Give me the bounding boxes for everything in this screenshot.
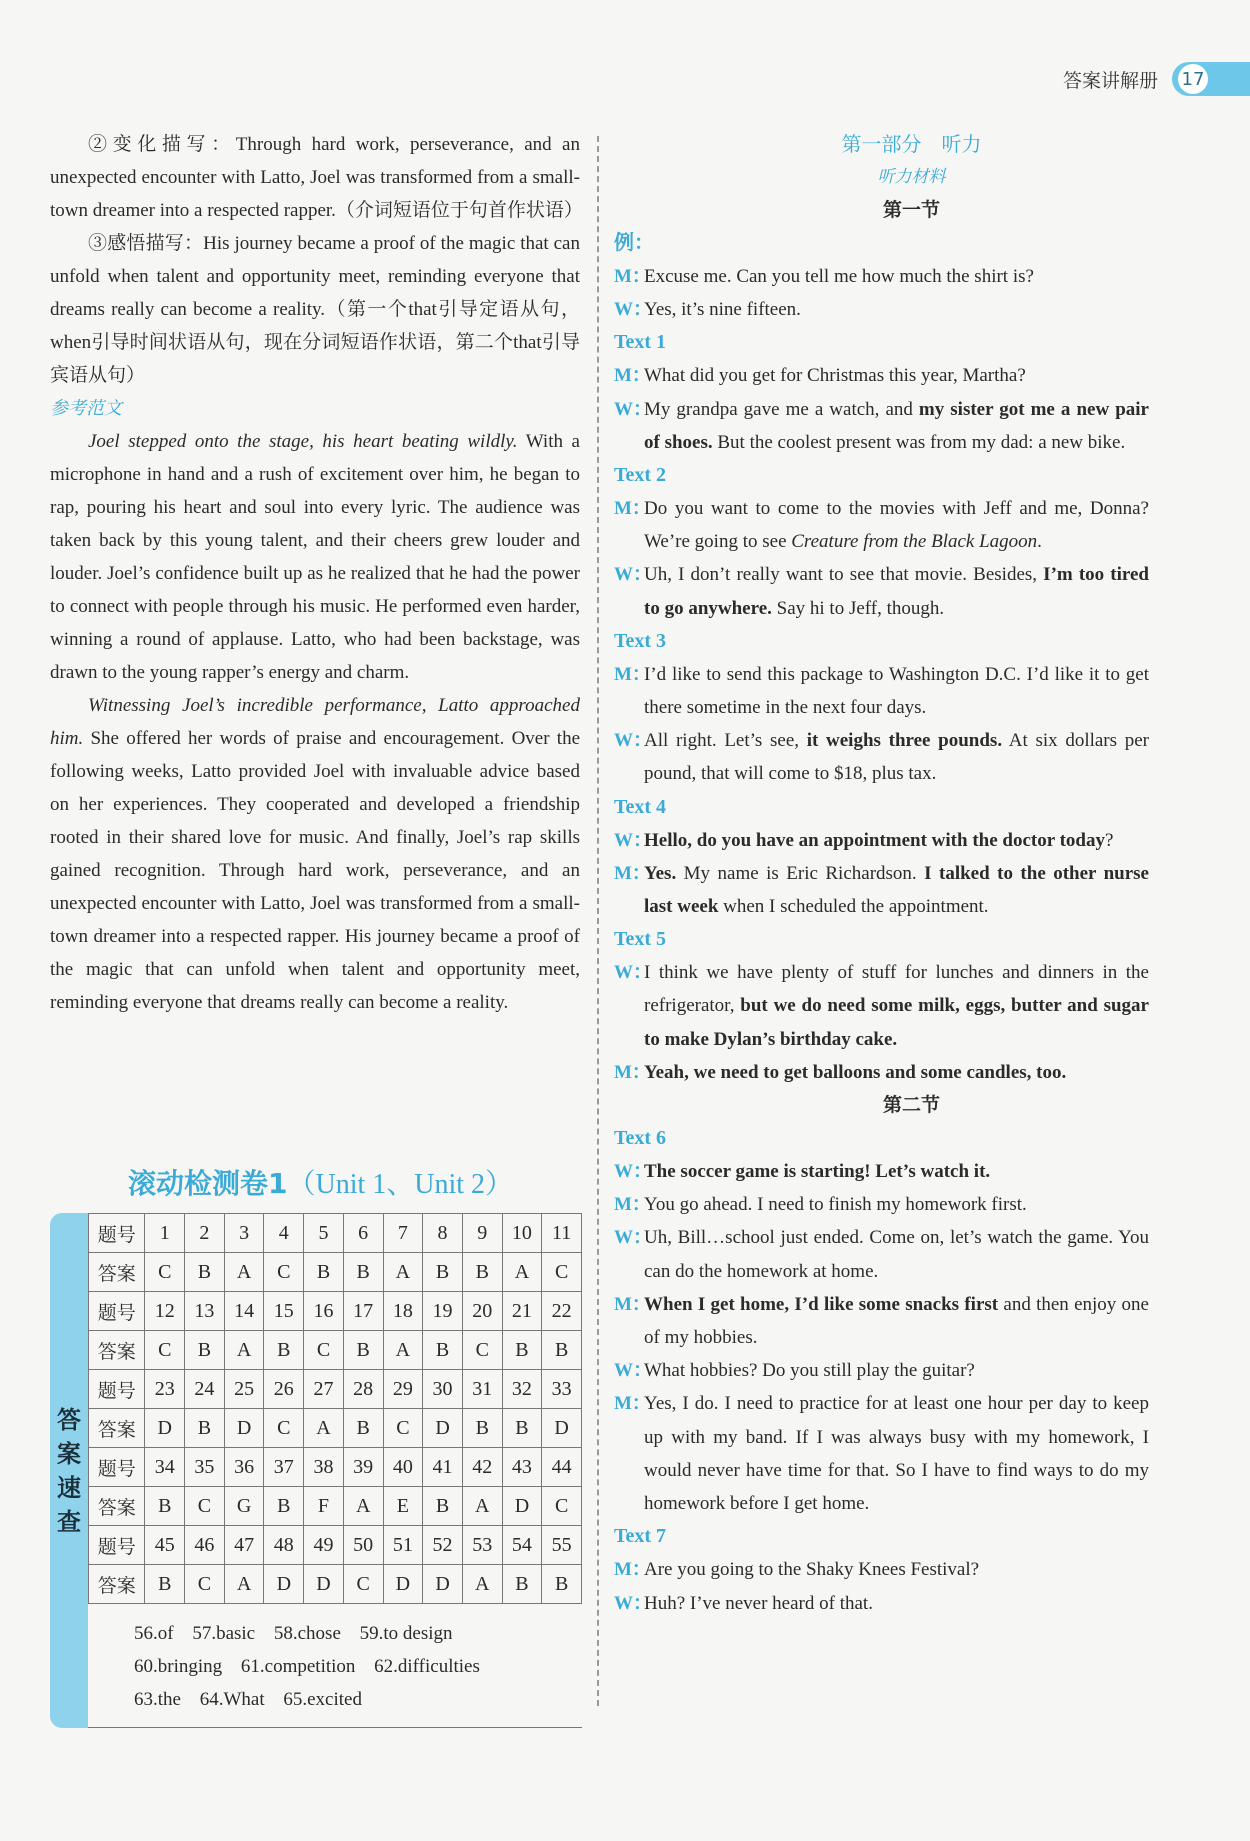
answer-cell: E bbox=[383, 1487, 423, 1526]
text-7-label: Text 7 bbox=[614, 1525, 667, 1548]
question-number: 38 bbox=[304, 1448, 344, 1487]
question-number: 40 bbox=[383, 1448, 423, 1487]
answer-quick-check bbox=[50, 1213, 582, 1730]
answer-cell: A bbox=[383, 1331, 423, 1370]
answer-cell: D bbox=[304, 1565, 344, 1604]
quiz-title bbox=[128, 1162, 513, 1202]
speaker-m: M： bbox=[614, 1559, 651, 1581]
answer-cell: B bbox=[423, 1487, 463, 1526]
right-column bbox=[614, 128, 1149, 1620]
text-4-label: Text 4 bbox=[614, 795, 667, 818]
utterance-part: . bbox=[1037, 531, 1042, 553]
answer-cell: F bbox=[304, 1487, 344, 1526]
side-char: 案 bbox=[57, 1440, 81, 1468]
answer-cell: D bbox=[224, 1409, 264, 1448]
utterance bbox=[644, 558, 1149, 624]
speaker-m: M： bbox=[614, 1393, 651, 1415]
question-number: 10 bbox=[502, 1214, 542, 1253]
key-phrase: I’m too tired to go anywhere. bbox=[644, 564, 1150, 619]
utterance: What did you get for Christmas this year, Martha? bbox=[644, 365, 1026, 387]
side-char: 答 bbox=[57, 1406, 81, 1434]
question-number: 23 bbox=[145, 1370, 185, 1409]
question-number: 43 bbox=[502, 1448, 542, 1487]
answer-cell: C bbox=[185, 1565, 225, 1604]
question-number: 53 bbox=[462, 1526, 502, 1565]
left-column bbox=[50, 128, 583, 1019]
answer-cell: C bbox=[145, 1253, 185, 1292]
answer-cell: B bbox=[502, 1565, 542, 1604]
answer-cell: C bbox=[145, 1331, 185, 1370]
speaker-m: M： bbox=[614, 1293, 651, 1315]
question-number-row bbox=[89, 1370, 582, 1409]
fill-in-answers bbox=[88, 1613, 582, 1728]
question-number: 50 bbox=[343, 1526, 383, 1565]
question-number: 15 bbox=[264, 1292, 304, 1331]
example-label: 例： bbox=[614, 232, 654, 254]
row-header: 答案 bbox=[89, 1565, 145, 1604]
answer-cell: B bbox=[343, 1253, 383, 1292]
answer-cell: D bbox=[502, 1487, 542, 1526]
speaker-m: M： bbox=[614, 365, 651, 387]
page-header bbox=[1063, 62, 1250, 96]
question-number-row bbox=[89, 1292, 582, 1331]
speaker-w: W： bbox=[614, 1360, 653, 1382]
fill-answer: 58.chose bbox=[273, 1623, 341, 1644]
row-header: 答案 bbox=[89, 1487, 145, 1526]
speaker-w: W： bbox=[614, 398, 653, 420]
question-number: 32 bbox=[502, 1370, 542, 1409]
utterance bbox=[644, 724, 1149, 790]
answer-cell: C bbox=[264, 1253, 304, 1292]
utterance-part: My name is Eric Richardson. bbox=[676, 862, 925, 884]
question-number-row bbox=[89, 1526, 582, 1565]
row-header: 题号 bbox=[89, 1292, 145, 1331]
quiz-title-main: 滚动检测卷1 bbox=[128, 1167, 288, 1200]
answer-cell: D bbox=[542, 1409, 582, 1448]
question-number: 3 bbox=[224, 1214, 264, 1253]
question-number: 1 bbox=[145, 1214, 185, 1253]
utterance bbox=[644, 857, 1149, 923]
side-char: 查 bbox=[57, 1508, 81, 1536]
answer-cell: C bbox=[542, 1253, 582, 1292]
dialogue-line bbox=[614, 824, 1149, 857]
page-number-badge bbox=[1172, 62, 1250, 96]
question-number: 36 bbox=[224, 1448, 264, 1487]
answer-cell: B bbox=[462, 1253, 502, 1292]
change-description: ②变化描写：Through hard work, perseverance, and an unexpected encounter with Latto, Joel was transformed from a small-town dreamer into a respected rapper.（介词短语位于句首作状语） bbox=[50, 134, 583, 221]
question-number: 20 bbox=[462, 1292, 502, 1331]
question-number: 35 bbox=[185, 1448, 225, 1487]
fill-line bbox=[134, 1683, 582, 1716]
question-number: 19 bbox=[423, 1292, 463, 1331]
key-phrase: Yes. bbox=[644, 862, 677, 884]
question-number: 39 bbox=[343, 1448, 383, 1487]
question-number: 12 bbox=[145, 1292, 185, 1331]
speaker-m: M： bbox=[614, 1061, 651, 1083]
utterance-part: Uh, I don’t really want to see that movie. Besides, bbox=[644, 564, 1044, 586]
speaker-w: W： bbox=[614, 1161, 653, 1183]
movie-title: Creature from the Black Lagoon bbox=[791, 531, 1038, 553]
answer-row bbox=[89, 1565, 582, 1604]
utterance-part: At six dollars per pound, that will come to $18, plus tax. bbox=[644, 730, 1149, 785]
quiz-title-sub: （Unit 1、Unit 2） bbox=[287, 1169, 514, 1200]
answer-row bbox=[89, 1409, 582, 1448]
essay1-body: With a microphone in hand and a rush of excitement over him, he began to rap, pouring his heart and soul into every lyric. The audience was taken back by this young talent, and their cheers grew louder and louder. Joel’s confidence built up as he realized that he had the power to connect with people through his music. He performed even harder, winning a round of applause. Latto, who had been backstage, was drawn to the young rapper’s energy and charm. bbox=[50, 431, 580, 683]
utterance: Are you going to the Shaky Knees Festival? bbox=[644, 1559, 980, 1581]
question-number: 9 bbox=[462, 1214, 502, 1253]
utterance: Huh? I’ve never heard of that. bbox=[644, 1592, 873, 1614]
dialogue-line bbox=[614, 724, 1149, 790]
question-number: 26 bbox=[264, 1370, 304, 1409]
utterance bbox=[644, 824, 1149, 857]
question-number: 48 bbox=[264, 1526, 304, 1565]
question-number: 6 bbox=[343, 1214, 383, 1253]
fill-answer: 62.difficulties bbox=[374, 1656, 480, 1677]
answer-cell: B bbox=[462, 1409, 502, 1448]
answer-cell: A bbox=[502, 1253, 542, 1292]
dialogue-line bbox=[614, 293, 1149, 326]
speaker-m: M： bbox=[614, 663, 651, 685]
answer-cell: A bbox=[343, 1487, 383, 1526]
answer-cell: B bbox=[264, 1331, 304, 1370]
speaker-m: M： bbox=[614, 862, 651, 884]
quiz-side-label bbox=[56, 1403, 82, 1539]
question-number: 17 bbox=[343, 1292, 383, 1331]
question-number: 33 bbox=[542, 1370, 582, 1409]
question-number-row bbox=[89, 1448, 582, 1487]
dialogue-line bbox=[614, 857, 1149, 923]
answer-cell: B bbox=[185, 1331, 225, 1370]
key-phrase: my sister got me a new pair of shoes. bbox=[644, 398, 1149, 453]
row-header: 题号 bbox=[89, 1526, 145, 1565]
dialogue-line bbox=[614, 393, 1149, 459]
question-number: 31 bbox=[462, 1370, 502, 1409]
question-number: 44 bbox=[542, 1448, 582, 1487]
question-number: 14 bbox=[224, 1292, 264, 1331]
utterance-part: But the coolest present was from my dad: a new bike. bbox=[712, 431, 1126, 453]
answer-cell: C bbox=[383, 1409, 423, 1448]
fill-answer: 60.bringing bbox=[134, 1656, 223, 1677]
answer-cell: A bbox=[224, 1253, 264, 1292]
dialogue-line bbox=[614, 359, 1149, 392]
question-number: 25 bbox=[224, 1370, 264, 1409]
fill-answer: 56.of bbox=[134, 1623, 174, 1644]
key-phrase: I talked to the other nurse last week bbox=[644, 862, 1149, 918]
question-number: 46 bbox=[185, 1526, 225, 1565]
fill-answer: 64.What bbox=[199, 1689, 265, 1710]
dialogue-line bbox=[614, 1288, 1149, 1354]
utterance-part: I think we have plenty of stuff for lunches and dinners in the refrigerator, bbox=[644, 962, 1149, 1017]
fill-answer: 59.to design bbox=[359, 1623, 453, 1644]
question-number: 45 bbox=[145, 1526, 185, 1565]
essay2-body: She offered her words of praise and encouragement. Over the following weeks, Latto provided Joel with invaluable advice based on her experiences. They cooperated and developed a friendship rooted in their shared love for music. And finally, Joel’s rap skills gained recognition. Through hard work, perseverance, and an unexpected encounter with Latto, Joel was transformed from a small-town dreamer into a respected rapper. His journey became a proof of the magic that can unfold when talent and opportunity meet, reminding everyone that dreams really can become a reality. bbox=[50, 728, 580, 1013]
answer-cell: A bbox=[224, 1565, 264, 1604]
question-number: 24 bbox=[185, 1370, 225, 1409]
answer-cell: D bbox=[383, 1565, 423, 1604]
dialogue-line bbox=[614, 1155, 1149, 1188]
speaker-w: W： bbox=[614, 1227, 653, 1249]
text-5-label: Text 5 bbox=[614, 928, 667, 951]
fill-answer: 63.the bbox=[134, 1689, 181, 1710]
question-number: 11 bbox=[542, 1214, 582, 1253]
utterance-part: Do you want to come to the movies with Jeff and me, Donna? We’re going to see bbox=[644, 498, 1149, 553]
essay1-opening: Joel stepped onto the stage, his heart beating wildly. bbox=[88, 431, 518, 452]
speaker-w: W： bbox=[614, 299, 653, 321]
question-number: 13 bbox=[185, 1292, 225, 1331]
question-number: 18 bbox=[383, 1292, 423, 1331]
answer-cell: C bbox=[343, 1565, 383, 1604]
question-number: 7 bbox=[383, 1214, 423, 1253]
essay-paragraph-1 bbox=[50, 425, 580, 689]
column-divider bbox=[597, 136, 599, 1706]
dialogue-line bbox=[614, 1587, 1149, 1620]
utterance bbox=[644, 956, 1149, 1056]
dialogue-line bbox=[614, 1354, 1149, 1387]
answer-cell: C bbox=[462, 1331, 502, 1370]
speaker-w: W： bbox=[614, 564, 653, 586]
fill-answer: 61.competition bbox=[240, 1656, 356, 1677]
question-number: 22 bbox=[542, 1292, 582, 1331]
answer-cell: C bbox=[264, 1409, 304, 1448]
question-number: 8 bbox=[423, 1214, 463, 1253]
row-header: 题号 bbox=[89, 1448, 145, 1487]
question-number: 2 bbox=[185, 1214, 225, 1253]
answer-cell: C bbox=[185, 1487, 225, 1526]
question-number: 16 bbox=[304, 1292, 344, 1331]
text-3-label: Text 3 bbox=[614, 629, 667, 652]
question-number: 30 bbox=[423, 1370, 463, 1409]
answer-row bbox=[89, 1331, 582, 1370]
answer-cell: B bbox=[185, 1409, 225, 1448]
question-number: 28 bbox=[343, 1370, 383, 1409]
row-header: 题号 bbox=[89, 1214, 145, 1253]
row-header: 答案 bbox=[89, 1253, 145, 1292]
text-2-label: Text 2 bbox=[614, 464, 667, 487]
page-number: 17 bbox=[1178, 64, 1208, 94]
question-number-row bbox=[89, 1214, 582, 1253]
text-1-label: Text 1 bbox=[614, 331, 667, 354]
utterance-part: All right. Let’s see, bbox=[644, 730, 807, 752]
answer-cell: B bbox=[304, 1253, 344, 1292]
answer-cell: D bbox=[145, 1409, 185, 1448]
answer-cell: C bbox=[542, 1487, 582, 1526]
utterance-part: Say hi to Jeff, though. bbox=[771, 597, 945, 619]
speaker-w: W： bbox=[614, 1592, 653, 1614]
question-number: 27 bbox=[304, 1370, 344, 1409]
row-header: 答案 bbox=[89, 1331, 145, 1370]
answer-cell: B bbox=[502, 1331, 542, 1370]
question-number: 34 bbox=[145, 1448, 185, 1487]
question-number: 21 bbox=[502, 1292, 542, 1331]
utterance: You go ahead. I need to finish my homework first. bbox=[644, 1194, 1027, 1216]
answer-cell: B bbox=[264, 1487, 304, 1526]
dialogue-line bbox=[614, 1221, 1149, 1287]
sample-essay-label: 参考范文 bbox=[50, 398, 122, 419]
utterance: I’d like to send this package to Washington D.C. I’d like it to get there sometime in the next four days. bbox=[644, 663, 1149, 719]
reflection-description: ③感悟描写：His journey became a proof of the magic that can unfold when talent and opportunity meet, reminding everyone that dreams really can become a reality.（第一个that引导定语从句，when引导时间状语从句，现在分词短语作状语，第二个that引导宾语从句） bbox=[50, 233, 580, 386]
utterance: Yes, I do. I need to practice for at least one hour per day to keep up with my band. If I was always busy with my homework, I would never have time for that. So I have to find ways to do my homework before I get home. bbox=[644, 1393, 1149, 1515]
answer-cell: A bbox=[462, 1565, 502, 1604]
row-header: 题号 bbox=[89, 1370, 145, 1409]
question-number: 52 bbox=[423, 1526, 463, 1565]
question-number: 29 bbox=[383, 1370, 423, 1409]
answer-row bbox=[89, 1253, 582, 1292]
key-phrase: When I get home, I’d like some snacks first bbox=[644, 1293, 999, 1315]
answer-cell: B bbox=[423, 1331, 463, 1370]
essay-paragraph-2 bbox=[50, 689, 580, 1019]
answer-cell: A bbox=[304, 1409, 344, 1448]
utterance: Uh, Bill…school just ended. Come on, let’s watch the game. You can do the homework at home. bbox=[644, 1227, 1149, 1282]
answer-cell: D bbox=[423, 1409, 463, 1448]
speaker-m: M： bbox=[614, 498, 651, 520]
answer-cell: B bbox=[542, 1565, 582, 1604]
dialogue-line bbox=[614, 492, 1149, 558]
question-number: 51 bbox=[383, 1526, 423, 1565]
section-2-title: 第二节 bbox=[882, 1094, 940, 1117]
question-number: 41 bbox=[423, 1448, 463, 1487]
question-number: 55 bbox=[542, 1526, 582, 1565]
row-header: 答案 bbox=[89, 1409, 145, 1448]
answer-cell: B bbox=[423, 1253, 463, 1292]
answer-cell: B bbox=[145, 1565, 185, 1604]
section-1-title: 第一节 bbox=[882, 199, 940, 221]
answer-row bbox=[89, 1487, 582, 1526]
answer-cell: A bbox=[462, 1487, 502, 1526]
dialogue-line bbox=[614, 260, 1149, 293]
speaker-w: W： bbox=[614, 962, 653, 984]
dialogue-line bbox=[614, 1553, 1149, 1586]
dialogue-line bbox=[614, 1387, 1149, 1520]
utterance bbox=[644, 393, 1149, 459]
answer-cell: B bbox=[185, 1253, 225, 1292]
answer-cell: D bbox=[423, 1565, 463, 1604]
fill-answer: 65.excited bbox=[283, 1689, 362, 1710]
utterance-part: when I scheduled the appointment. bbox=[718, 896, 989, 918]
part-title: 第一部分 听力 bbox=[841, 132, 982, 156]
dialogue-line bbox=[614, 956, 1149, 1056]
side-char: 速 bbox=[57, 1474, 81, 1502]
utterance: Yeah, we need to get balloons and some candles, too. bbox=[644, 1061, 1067, 1083]
utterance: Excuse me. Can you tell me how much the shirt is? bbox=[644, 266, 1034, 287]
answer-cell: B bbox=[343, 1331, 383, 1370]
listening-material-label: 听力材料 bbox=[877, 167, 946, 187]
utterance bbox=[644, 492, 1149, 558]
dialogue-line bbox=[614, 558, 1149, 624]
dialogue-line bbox=[614, 658, 1149, 724]
key-phrase: but we do need some milk, eggs, butter and sugar to make Dylan’s birthday cake. bbox=[644, 995, 1149, 1050]
answer-cell: C bbox=[304, 1331, 344, 1370]
fill-line bbox=[134, 1650, 582, 1683]
answer-cell: D bbox=[264, 1565, 304, 1604]
key-phrase: Hello, do you have an appointment with the doctor today bbox=[644, 829, 1105, 851]
essay2-opening: Witnessing Joel’s incredible performance, Latto approached him. bbox=[50, 695, 580, 749]
question-number: 42 bbox=[462, 1448, 502, 1487]
utterance-part: ? bbox=[1104, 829, 1114, 851]
question-number: 4 bbox=[264, 1214, 304, 1253]
quiz-side-tab bbox=[50, 1213, 88, 1728]
answer-cell: B bbox=[343, 1409, 383, 1448]
answer-cell: A bbox=[224, 1331, 264, 1370]
text-6-label: Text 6 bbox=[614, 1127, 667, 1150]
speaker-m: M： bbox=[614, 266, 651, 287]
answer-cell: B bbox=[542, 1331, 582, 1370]
speaker-w: W： bbox=[614, 730, 653, 752]
dialogue-line bbox=[614, 1188, 1149, 1221]
utterance-part: My grandpa gave me a watch, and bbox=[644, 398, 919, 420]
speaker-m: M： bbox=[614, 1194, 651, 1216]
key-phrase: it weighs three pounds. bbox=[806, 730, 1003, 752]
fill-line bbox=[134, 1617, 582, 1650]
question-number: 37 bbox=[264, 1448, 304, 1487]
answer-cell: B bbox=[145, 1487, 185, 1526]
utterance: Yes, it’s nine fifteen. bbox=[644, 299, 801, 321]
question-number: 54 bbox=[502, 1526, 542, 1565]
answer-cell: B bbox=[502, 1409, 542, 1448]
question-number: 47 bbox=[224, 1526, 264, 1565]
fill-answer: 57.basic bbox=[192, 1623, 256, 1644]
dialogue-line bbox=[614, 1056, 1149, 1089]
question-number: 5 bbox=[304, 1214, 344, 1253]
header-title: 答案讲解册 bbox=[1062, 69, 1158, 92]
answer-cell: A bbox=[383, 1253, 423, 1292]
utterance: What hobbies? Do you still play the guitar? bbox=[644, 1360, 975, 1382]
speaker-w: W： bbox=[614, 829, 653, 851]
utterance: The soccer game is starting! Let’s watch it. bbox=[644, 1161, 991, 1183]
utterance bbox=[644, 1288, 1149, 1354]
answer-cell: G bbox=[224, 1487, 264, 1526]
answer-table bbox=[88, 1213, 582, 1604]
question-number: 49 bbox=[304, 1526, 344, 1565]
utterance-part: and then enjoy one of my hobbies. bbox=[644, 1293, 1149, 1349]
